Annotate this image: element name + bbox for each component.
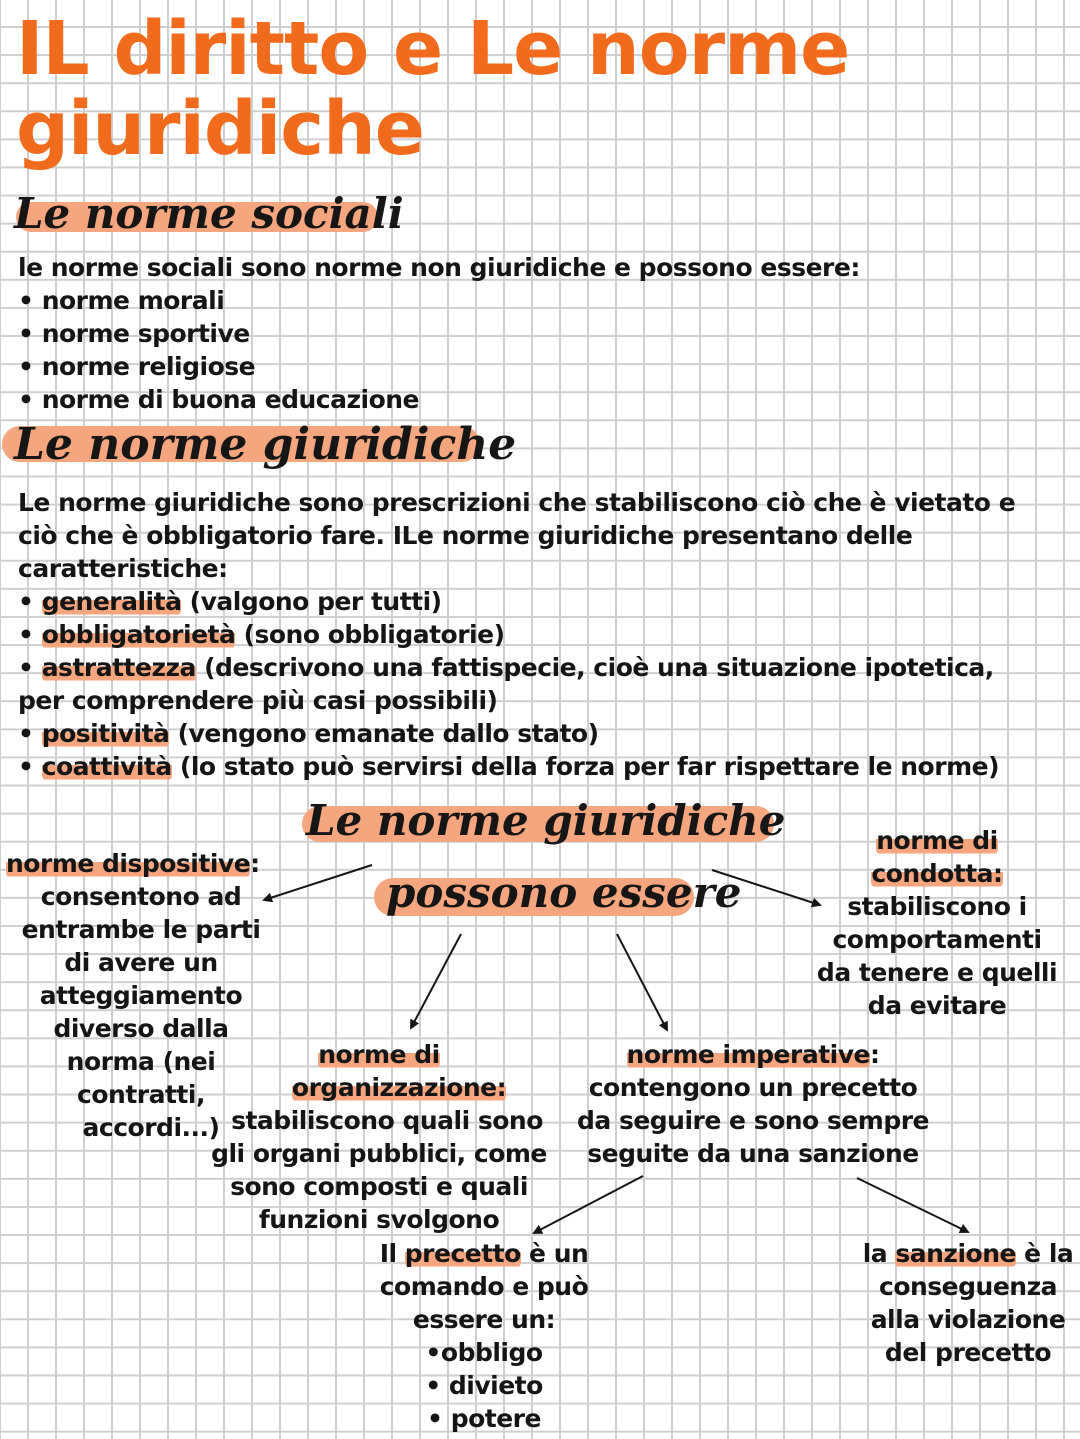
legal-norms-block <box>18 486 1015 783</box>
characteristic-term: positività <box>41 719 170 748</box>
diagram-center-title: Le norme giuridiche <box>306 792 785 850</box>
node-title: norme dispositive: <box>6 849 260 878</box>
list-item: • norme di buona educazione <box>18 385 419 414</box>
node-norme-organizzazione: norme di organizzazione: stabiliscono quali sono gli organi pubblici, come sono composti e quali funzioni svolgono <box>211 1040 547 1234</box>
node-title: norme imperative <box>626 1040 870 1069</box>
legal-intro-line: Le norme giuridiche sono prescrizioni che stabiliscono ciò che è vietato e <box>18 488 1016 517</box>
node-title: norme di <box>318 1040 440 1069</box>
list-item: • potere <box>427 1404 541 1433</box>
node-norme-imperative: norme imperative: contengono un precetto da seguire e sono sempre seguite da una sanzione <box>576 1040 929 1168</box>
page-title <box>16 6 849 172</box>
node-norme-condotta: norme di condotta: stabiliscono i comportamenti da tenere e quelli da evitare <box>816 826 1058 1020</box>
list-item: • norme sportive <box>18 319 250 348</box>
page-title-line-2: giuridiche <box>16 86 424 172</box>
characteristic-item: • generalità (valgono per tutti) <box>18 587 442 616</box>
social-norms-intro: le norme sociali sono norme non giuridiche e possono essere: <box>18 253 860 282</box>
characteristic-term: obbligatorietà <box>41 620 236 649</box>
characteristic-term: astrattezza <box>41 653 196 682</box>
characteristic-term: generalità <box>41 587 182 616</box>
arrow-to-sanzione-icon <box>857 1178 968 1232</box>
heading-norme-sociali: Le norme sociali <box>14 189 404 238</box>
social-norms-block <box>18 251 860 416</box>
legal-intro-line: caratteristiche: <box>18 554 228 583</box>
arrow-to-dispositive-icon <box>264 865 372 900</box>
precetto-term: precetto <box>404 1239 521 1268</box>
diagram-center-subtitle: possono essere <box>386 864 741 922</box>
characteristic-item: • coattività (lo stato può servirsi della forza per far rispettare le norme) <box>18 752 999 781</box>
characteristic-item: • positività (vengono emanate dallo stato) <box>18 719 599 748</box>
node-title: norme di <box>876 826 998 855</box>
legal-intro-line: ciò che è obbligatorio fare. ILe norme giuridiche presentano delle <box>18 521 913 550</box>
characteristic-term: coattività <box>41 752 172 781</box>
node-precetto: Il precetto è un comando e può essere un: •obbligo • divieto • potere <box>346 1237 622 1435</box>
sanzione-term: sanzione <box>895 1239 1016 1268</box>
list-item: •obbligo <box>425 1338 543 1367</box>
heading-norme-giuridiche: Le norme giuridiche <box>14 416 516 474</box>
list-item: • divieto <box>425 1371 543 1400</box>
characteristic-item: • astrattezza (descrivono una fattispecie, cioè una situazione ipotetica, <box>18 653 994 682</box>
list-item: • norme morali <box>18 286 225 315</box>
node-title: organizzazione: <box>291 1073 507 1102</box>
node-title: condotta: <box>871 859 1003 888</box>
characteristic-item-continued: per comprendere più casi possibili) <box>18 686 498 715</box>
node-sanzione: la sanzione è la conseguenza alla violazione del precetto <box>862 1239 1074 1367</box>
node-norme-dispositive: norme dispositive: consentono ad entrambe le parti di avere un atteggiamento diverso dalla norma (nei contratti, accordi...) <box>6 847 276 1144</box>
arrow-to-organizzazione-icon <box>411 934 461 1028</box>
characteristic-item: • obbligatorietà (sono obbligatorie) <box>18 620 505 649</box>
page-title-line-1: IL diritto e Le norme <box>16 6 850 92</box>
arrow-to-imperative-icon <box>617 934 667 1030</box>
list-item: • norme religiose <box>18 352 256 381</box>
